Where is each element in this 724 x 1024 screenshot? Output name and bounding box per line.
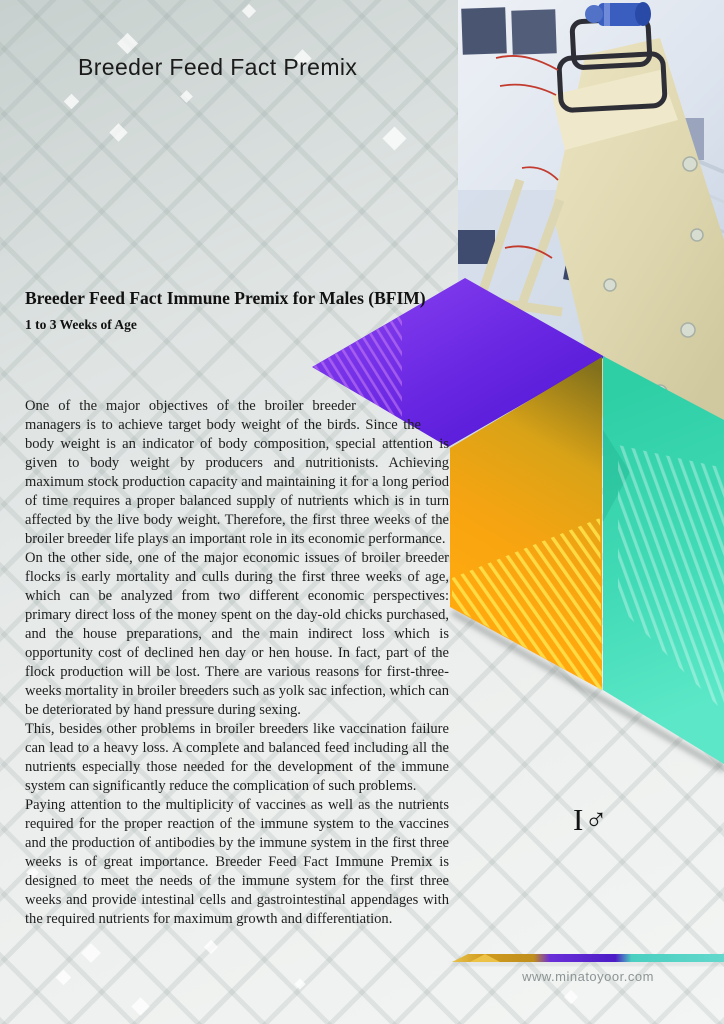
- article-subheading: 1 to 3 Weeks of Age: [25, 317, 137, 332]
- paragraph: This, besides other problems in broiler breeders like vaccination failure can lead to a heavy loss. A complete and balanced feed including all the nutrients especially those needed for the development of the immune system can significantly reduce the complication of such problems.: [25, 721, 449, 794]
- page-title: Breeder Feed Fact Premix: [78, 54, 358, 80]
- article-body: [25, 397, 449, 929]
- wrap-spacer: [356, 397, 449, 416]
- male-symbol: I♂: [573, 802, 609, 837]
- paragraph: Paying attention to the multiplicity of vaccines as well as the nutrients required for the proper reaction of the immune system to the vaccines and the production of antibodies by the immune system in the first three weeks is of great importance. Breeder Feed Fact Immune Premix is designed to meet the needs of the immune system for the first three weeks and provide intestinal cells and gastrointestinal appendages with the required nutrients for maximum growth and differentiation.: [25, 797, 449, 927]
- article-heading: Breeder Feed Fact Immune Premix for Males (BFIM): [25, 288, 426, 308]
- paragraph: On the other side, one of the major economic issues of broiler breeder flocks is early mortality and culls during the first three weeks of age, which can be analyzed from two different economic perspectives: primary direct loss of the money spent on the day-old chicks purchased, and the house preparations, and the main indirect loss which is opportunity cost of declined hen day or hen house. In fact, part of the flock production will be lost. There are various reasons for first-three-weeks mortality in broiler breeders such as yolk sac infection, which can be deteriorated by hand pressure during sexing.: [25, 550, 449, 718]
- teal-facet: [603, 356, 724, 764]
- paragraph: One of the major objectives of the broiler breeder managers is to achieve target body weight of the birds. Since the body weight is an indicator of body composition, special attention is given to body weight by producers and nutritionists. Achieving maximum stock production capacity and maintaining it for a long period of time requires a proper balanced supply of nutrients which is in turn affected by the live body weight. Therefore, the first three weeks of the broiler breeder life plays an important role in its economic performance.: [25, 398, 449, 547]
- footer-accent-bar: [452, 954, 724, 965]
- wrap-spacer: [421, 416, 449, 435]
- website-link[interactable]: www.minatoyoor.com: [522, 969, 654, 984]
